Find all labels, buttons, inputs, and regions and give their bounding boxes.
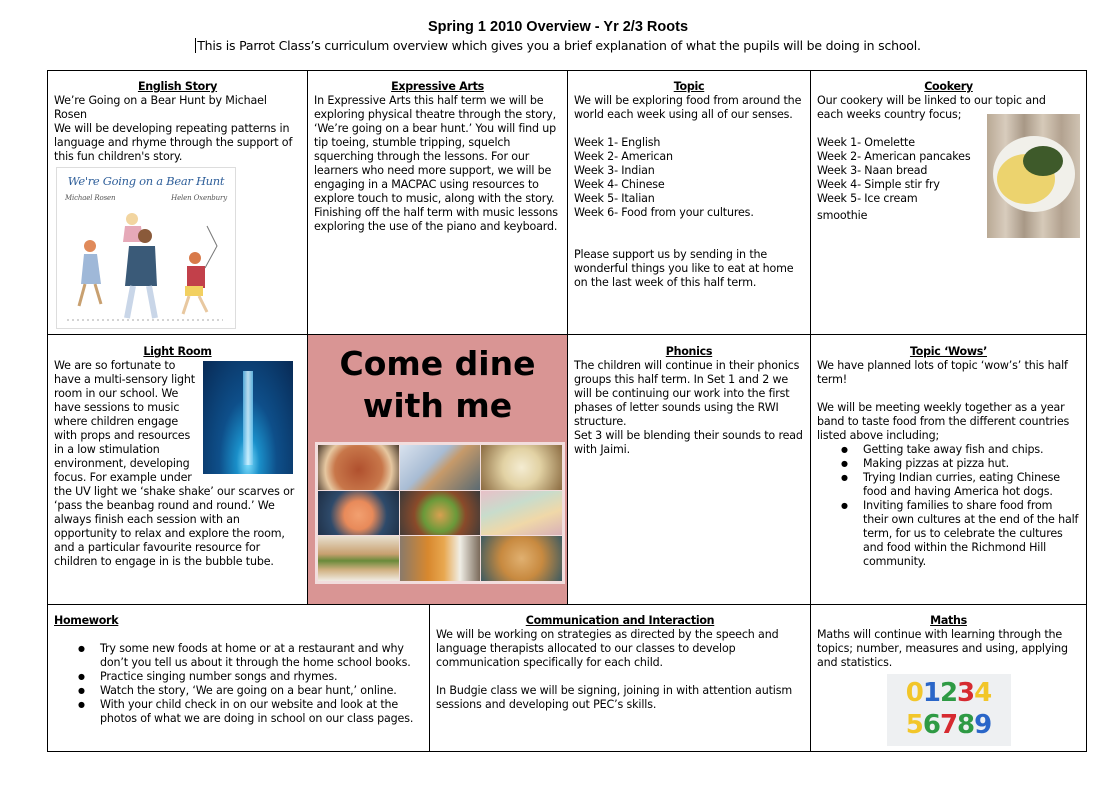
phonics-text-1: The children will continue in their phonics groups this half term. In Set 1 and 2 we will be continuing our work into the first phases of letter sounds using the RWI structure.	[574, 359, 800, 428]
topic-wows-list	[817, 443, 1080, 569]
topic-week-item: Week 5- Italian	[574, 192, 655, 205]
digits-row-2	[887, 709, 1011, 741]
topic-wows-para: We will be meeting weekly together as a year band to taste food from the different countries listed above including;	[817, 401, 1070, 442]
cookery-week-item: Week 4- Simple stir fry	[817, 178, 940, 191]
topic-week-item: Week 3- Indian	[574, 164, 655, 177]
curry-photo	[400, 536, 481, 581]
topic-heading: Topic	[673, 80, 705, 93]
come-dine-title	[308, 343, 567, 427]
topic-wows-item: ● Trying Indian curries, eating Chinese food and having America hot dogs.	[863, 471, 1080, 499]
topic-week-list	[574, 136, 804, 220]
phonics-text-2: Set 3 will be blending their sounds to read with Jaimi.	[574, 429, 803, 456]
topic-wows-item: ● Making pizzas at pizza hut.	[863, 457, 1080, 471]
homework-item: ● Practice singing number songs and rhymes.	[100, 670, 423, 684]
topic-footer: Please support us by sending in the wonderful things you like to eat at home on the last week of this half term.	[574, 248, 794, 289]
digit-magnet: 5	[905, 710, 923, 740]
homework-item: ● Try some new foods at home or at a restaurant and why don’t you tell us about it through the home school books.	[100, 642, 423, 670]
cookery-heading: Cookery	[924, 80, 973, 93]
digit-magnet: 8	[957, 710, 975, 740]
topic-week-item: Week 4- Chinese	[574, 178, 665, 191]
communication-text-1: We will be working on strategies as directed by the speech and language therapists allocated to our classes to develop communication specifically for each child.	[436, 628, 779, 669]
topic-wows-cell	[811, 343, 1086, 604]
digit-magnet: 6	[922, 710, 940, 740]
expressive-arts-heading: Expressive Arts	[391, 80, 484, 93]
table-border-bottom	[47, 751, 1087, 752]
expressive-arts-cell	[308, 78, 567, 334]
cookery-intro: Our cookery will be linked to our topic and each weeks country focus;	[817, 94, 1046, 121]
sandwich-photo	[318, 536, 399, 581]
topic-wows-heading: Topic ‘Wows’	[909, 345, 988, 358]
phonics-cell	[568, 343, 810, 604]
homework-item: ● With your child check in on our website and look at the photos of what we are doing in school on our class pages.	[100, 698, 423, 726]
churros-photo	[400, 445, 481, 490]
topic-week-item: Week 2- American	[574, 150, 673, 163]
bear-hunt-cover-image	[56, 167, 236, 329]
light-room-cell	[48, 343, 307, 604]
cookery-cell	[811, 78, 1086, 334]
topic-cell	[568, 78, 810, 334]
cover-author: Michael Rosen	[65, 194, 116, 202]
bear-hunt-illustration	[57, 206, 233, 326]
topic-week-item: Week 6- Food from your cultures.	[574, 206, 754, 219]
digit-magnet: 3	[957, 678, 975, 708]
topic-intro: We will be exploring food from around the world each week using all of our senses.	[574, 94, 802, 121]
maths-cell	[811, 612, 1086, 751]
communication-text-2: In Budgie class we will be signing, joining in with attention autism sessions and developing out PEC’s skills.	[436, 684, 793, 711]
topic-wows-item: ● Getting take away fish and chips.	[863, 443, 1080, 457]
cookery-week-extra: smoothie	[817, 209, 868, 222]
pasta-photo	[481, 536, 562, 581]
digit-magnet: 1	[922, 678, 940, 708]
bubble-tube-image	[203, 361, 293, 474]
topic-wows-intro: We have planned lots of topic ‘wow’s’ this half term!	[817, 359, 1068, 386]
cookery-week-item: Week 5- Ice cream	[817, 192, 918, 205]
homework-item: ● Watch the story, ‘We are going on a bear hunt,’ online.	[100, 684, 423, 698]
dumplings-photo	[481, 445, 562, 490]
row-divider-2	[47, 604, 1087, 605]
phonics-heading: Phonics	[665, 345, 713, 358]
come-dine-line1: Come dine	[339, 344, 536, 383]
digit-magnet: 0	[905, 678, 923, 708]
digit-magnet: 7	[939, 710, 958, 740]
intro-text-content: This is Parrot Class’s curriculum overview which gives you a brief explanation of what the pupils will be doing in school.	[197, 38, 921, 53]
maths-text: Maths will continue with learning through the topics; number, measures and using, applying and statistics.	[817, 628, 1068, 669]
omelette-image	[987, 114, 1080, 238]
come-dine-line2: with me	[362, 386, 513, 425]
macarons-photo	[481, 491, 562, 536]
sushi-photo	[318, 491, 399, 536]
digit-magnet: 4	[974, 678, 992, 708]
light-room-heading: Light Room	[143, 345, 212, 358]
digit-magnet: 2	[939, 678, 958, 708]
page-title: Spring 1 2010 Overview - Yr 2/3 Roots	[427, 19, 689, 35]
number-magnets-image	[887, 674, 1011, 746]
light-room-text: We are so fortunate to have a multi-sensory light room in our school. We have sessions to music where children engage with props and resources in a low stimulation environment, developing focus. For example under the UV light we ‘shake shake’ our scarves or ‘pass the beanbag round and round.’ We always finish each session with an opportunity to relax and explore the room, and a particular favourite resource for children to engage in is the bubble tube.	[54, 359, 295, 568]
food-collage-image	[315, 442, 565, 584]
burger-photo	[400, 491, 481, 536]
intro-text	[0, 38, 1116, 53]
table-border-right	[1086, 70, 1087, 752]
expressive-arts-text: In Expressive Arts this half term we will be exploring physical theatre through the story, ‘We’re going on a bear hunt.’ You will find up tip toeing, stumble tripping, squelch squerching through the lessons. For our learners who need more support, we will be engaging in a MACPAC using resources to explore touch to music, along with the story. Finishing off the half term with music lessons exploring the use of the piano and keyboard.	[314, 94, 558, 233]
cover-illustrator: Helen Oxenbury	[171, 194, 227, 202]
digits-row-1	[887, 677, 1011, 709]
homework-list	[54, 642, 423, 726]
communication-heading: Communication and Interaction	[525, 614, 715, 627]
english-story-heading: English Story	[137, 80, 218, 93]
pizza-photo	[318, 445, 399, 490]
english-story-book: We’re Going on a Bear Hunt by Michael Rosen	[54, 94, 267, 121]
topic-week-item: Week 1- English	[574, 136, 661, 149]
cookery-week-item: Week 1- Omelette	[817, 136, 915, 149]
homework-cell	[48, 612, 429, 751]
maths-heading: Maths	[930, 614, 967, 627]
homework-heading: Homework	[54, 614, 119, 627]
digit-magnet: 9	[974, 710, 992, 740]
english-story-cell	[48, 78, 307, 334]
communication-cell	[430, 612, 810, 751]
topic-wows-item: ● Inviting families to share food from their own cultures at the end of the half term, for us to celebrate the cultures and food within the Richmond Hill community.	[863, 499, 1080, 569]
cookery-week-item: Week 2- American pancakes	[817, 150, 971, 163]
cookery-week-item: Week 3- Naan bread	[817, 164, 928, 177]
come-dine-cell	[308, 335, 567, 604]
cover-title: We're Going on a Bear Hunt	[67, 174, 225, 188]
english-story-text: We will be developing repeating patterns in language and rhyme through the support of this fun children's story.	[54, 122, 293, 163]
